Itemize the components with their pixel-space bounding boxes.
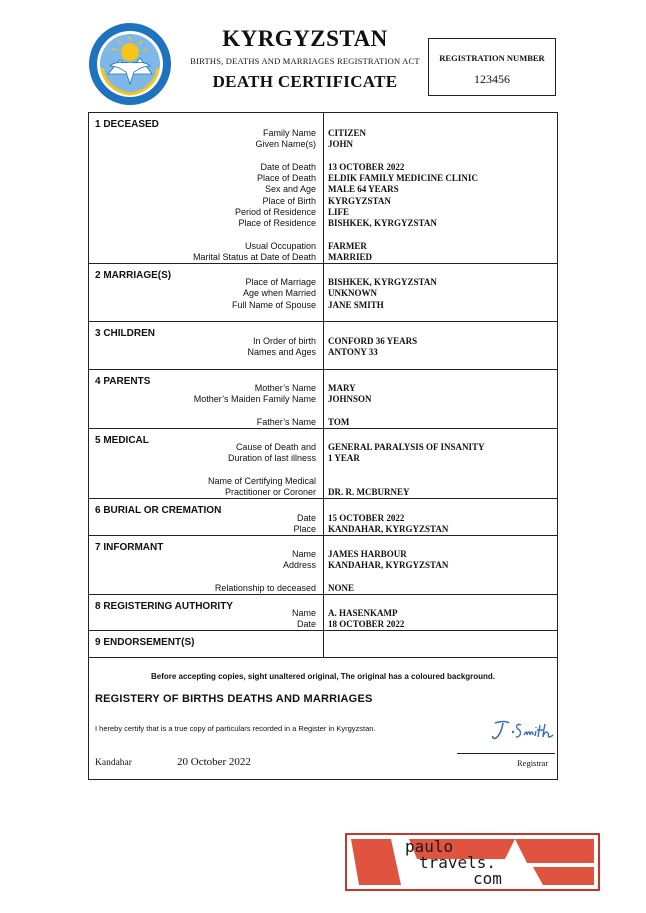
field-label: Marital Status at Date of Death [192, 252, 316, 262]
field-value: DR. R. MCBURNEY [328, 487, 410, 497]
logo-text-paulo: paulo [405, 837, 454, 856]
field-label: Address [282, 560, 316, 570]
field-value: MARRIED [328, 252, 372, 262]
field-label: Age when Married [242, 288, 316, 298]
field-value: JOHN [328, 139, 354, 149]
field-value: ANTONY 33 [328, 347, 378, 357]
field-value: FARMER [328, 241, 367, 251]
section-title: 2 MARRIAGE(S) [95, 270, 172, 281]
registration-number: 123456 [474, 72, 510, 86]
section-children [89, 322, 557, 370]
section-marriage [89, 264, 557, 322]
certificate-title: DEATH CERTIFICATE [212, 72, 398, 91]
field-value: UNKNOWN [328, 288, 377, 298]
certificate-table [88, 112, 558, 780]
field-label: Place of Death [256, 173, 316, 183]
section-title: 6 BURIAL OR CREMATION [95, 505, 222, 516]
field-value: KANDAHAR, KYRGYZSTAN [328, 560, 449, 570]
field-value: TOM [328, 417, 350, 427]
certification-text: I hereby certify that is a true copy of particulars recorded in a Register in Kyrgyzstan. [95, 724, 376, 733]
field-label: Mother’s Name [254, 383, 316, 393]
field-label: Practitioner or Coroner [224, 487, 316, 497]
field-label: Place of Marriage [245, 277, 316, 287]
section-title: 9 ENDORSEMENT(S) [95, 637, 195, 648]
section-title: 5 MEDICAL [95, 435, 149, 446]
field-label: Place of Birth [262, 196, 316, 206]
field-label: Name of Certifying Medical [207, 476, 316, 486]
section-title: 8 REGISTERING AUTHORITY [95, 601, 233, 612]
field-label: Full Name of Spouse [231, 300, 316, 310]
country-title: KYRGYZSTAN [222, 26, 388, 51]
signer-role: Registrar [517, 758, 549, 768]
field-label: Place of Residence [238, 218, 316, 228]
field-value: LIFE [328, 207, 350, 217]
section-title: 3 CHILDREN [95, 328, 156, 339]
field-label: Father’s Name [256, 417, 316, 427]
field-value: JAMES HARBOUR [328, 549, 407, 559]
field-value: ELDIK FAMILY MEDICINE CLINIC [328, 173, 478, 183]
field-label: Usual Occupation [244, 241, 316, 251]
section-burial [89, 499, 557, 536]
field-label: Period of Residence [234, 207, 316, 217]
field-label: Duration of last illness [227, 453, 316, 463]
field-value: BISHKEK, KYRGYZSTAN [328, 218, 437, 228]
field-value: GENERAL PARALYSIS OF INSANITY [328, 442, 485, 452]
field-value: 13 OCTOBER 2022 [328, 162, 405, 172]
field-label: Names and Ages [247, 347, 316, 357]
field-label: Name [291, 549, 316, 559]
issue-date: 20 October 2022 [177, 756, 251, 768]
field-value: KANDAHAR, KYRGYZSTAN [328, 524, 449, 534]
paulo-travels-logo [345, 833, 600, 891]
issue-place: Kandahar [95, 758, 132, 768]
section-title: 4 PARENTS [95, 376, 151, 387]
field-label: Place [293, 524, 316, 534]
field-value: JANE SMITH [328, 300, 384, 310]
registration-box [428, 38, 556, 96]
field-label: Date of Death [260, 162, 316, 172]
field-label: Cause of Death and [235, 442, 316, 452]
field-value: NONE [328, 583, 355, 593]
field-label: Relationship to deceased [214, 583, 316, 593]
act-title: BIRTHS, DEATHS AND MARRIAGES REGISTRATION ACT [190, 56, 420, 66]
field-label: Date [296, 619, 316, 629]
field-value: 18 OCTOBER 2022 [328, 619, 405, 629]
field-value: KYRGYZSTAN [328, 196, 391, 206]
section-deceased [89, 113, 557, 264]
field-value: MALE 64 YEARS [328, 184, 399, 194]
section-registering-authority [89, 595, 557, 631]
field-value: A. HASENKAMP [328, 608, 398, 618]
section-medical [89, 429, 557, 499]
copy-notice: Before accepting copies, sight unaltered original, The original has a coloured background. [150, 672, 496, 681]
document-heading [190, 26, 420, 92]
field-label: Name [291, 608, 316, 618]
signature-icon [487, 717, 557, 743]
field-label: Date [296, 513, 316, 523]
field-value: JOHNSON [328, 394, 372, 404]
section-title: 1 DECEASED [95, 119, 159, 130]
section-informant [89, 536, 557, 595]
logo-text-travels: travels. [419, 853, 497, 872]
section-endorsement [89, 631, 557, 658]
field-value: 1 YEAR [328, 453, 360, 463]
field-label: Family Name [262, 128, 316, 138]
registry-heading: REGISTERY OF BIRTHS DEATHS AND MARRIAGES [95, 693, 373, 705]
registration-label: REGISTRATION NUMBER [439, 53, 545, 63]
state-emblem-icon [88, 22, 172, 106]
logo-text-com: com [473, 869, 502, 888]
field-value: MARY [328, 383, 356, 393]
section-parents [89, 370, 557, 429]
field-label: Given Name(s) [255, 139, 316, 149]
field-value: CONFORD 36 YEARS [328, 336, 418, 346]
field-value: CITIZEN [328, 128, 367, 138]
field-value: BISHKEK, KYRGYZSTAN [328, 277, 437, 287]
section-title: 7 INFORMANT [95, 542, 164, 553]
field-label: Sex and Age [264, 184, 316, 194]
field-label: Mother’s Maiden Family Name [193, 394, 316, 404]
field-value: 15 OCTOBER 2022 [328, 513, 405, 523]
signature-line [457, 753, 555, 754]
field-label: In Order of birth [252, 336, 316, 346]
